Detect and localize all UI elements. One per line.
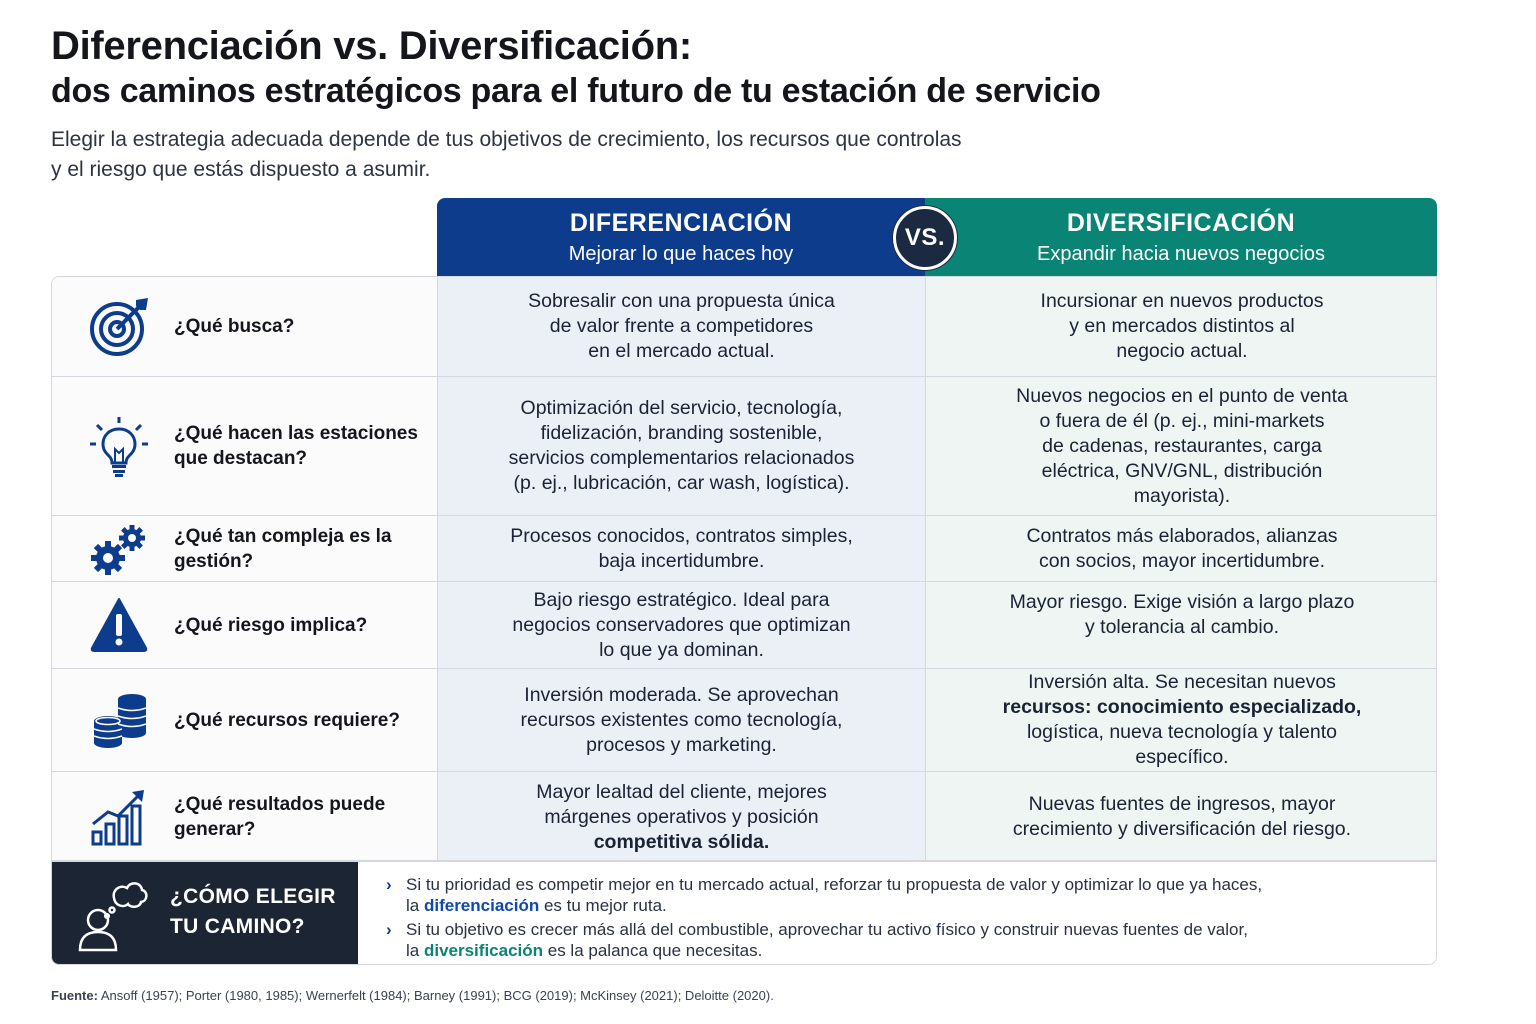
column-subtitle: Expandir hacia nuevos negocios (1037, 243, 1325, 265)
cell-line: Bajo riesgo estratégico. Ideal para (533, 588, 830, 611)
column-title: DIFERENCIACIÓN (569, 209, 793, 237)
source-note (51, 988, 774, 1003)
cell-line: de cadenas, restaurantes, carga (1042, 434, 1322, 457)
question-label: ¿Qué riesgo implica? (174, 614, 368, 636)
question-cell (52, 582, 438, 668)
cell-line: baja incertidumbre. (598, 549, 765, 572)
question-label: ¿Qué tan compleja es la gestión? (174, 525, 392, 572)
title-line: ¿CÓMO ELEGIR (170, 885, 336, 908)
cell-line: eléctrica, GNV/GNL, distribución (1041, 459, 1323, 482)
tip-lead: la (406, 896, 424, 915)
cell-line: recursos: conocimiento especializado, (1002, 696, 1362, 718)
table-row (52, 582, 1437, 669)
question-cell (52, 669, 438, 771)
diversificacion-cell (926, 669, 1437, 771)
cell-line: y en mercados distintos al (1069, 315, 1295, 337)
source-text: Ansoff (1957); Porter (1980, 1985); Wernerfelt (1984); Barney (1991); BCG (2019); McKinsey (2021); Deloitte (2020). (97, 988, 774, 1003)
tip-line: Si tu prioridad es competir mejor en tu mercado actual, reforzar tu propuesta de valor y optimizar lo que ya haces, (406, 875, 1263, 894)
how-to-choose-box (51, 861, 1437, 965)
diversificacion-cell (926, 772, 1437, 861)
column-header-diferenciacion (437, 198, 925, 276)
keyword-diferenciacion: diferenciación (423, 896, 540, 915)
gears-icon (88, 518, 150, 580)
cell-line: Inversión moderada. Se aprovechan (524, 683, 839, 706)
question-label: ¿Qué busca? (174, 316, 295, 337)
page-subtitle: dos caminos estratégicos para el futuro de tu estación de servicio (51, 72, 1101, 110)
how-to-choose-header (52, 862, 358, 965)
lightbulb-icon (88, 415, 150, 477)
table-row (52, 772, 1437, 861)
cell-line: recursos existentes como tecnología, (520, 708, 843, 731)
cell-line: fidelización, branding sostenible, (540, 422, 823, 444)
warning-icon (88, 594, 150, 656)
diferenciacion-cell (438, 377, 926, 515)
thinking-person-icon (78, 876, 148, 952)
column-title: DIVERSIFICACIÓN (1066, 209, 1296, 237)
table-row (52, 669, 1437, 772)
cell-line: Optimización del servicio, tecnología, (520, 397, 843, 419)
diversificacion-cell (926, 582, 1437, 668)
tip-line (406, 940, 1426, 961)
diversificacion-cell (926, 377, 1437, 515)
intro-text (51, 125, 1151, 185)
cell-line: con socios, mayor incertidumbre. (1038, 549, 1326, 572)
comparison-table (51, 276, 1437, 861)
cell-line: márgenes operativos y posición (544, 805, 819, 828)
column-header-diversificacion (925, 198, 1437, 276)
diferenciacion-cell (438, 516, 926, 581)
cell-line: de valor frente a competidores (549, 315, 814, 337)
column-subtitle: Mejorar lo que haces hoy (568, 243, 794, 265)
table-row (52, 377, 1437, 516)
cell-line: Nuevos negocios en el punto de venta (1016, 384, 1348, 407)
diversificacion-cell (926, 516, 1437, 581)
diferenciacion-cell (438, 277, 926, 376)
cell-line: Mayor lealtad del cliente, mejores (536, 780, 827, 803)
question-cell (52, 277, 438, 376)
cell-line: Mayor riesgo. Exige visión a largo plazo (1009, 591, 1355, 613)
intro-line: Elegir la estrategia adecuada depende de tus objetivos de crecimiento, los recursos que controlas (51, 128, 962, 151)
tip-lead: la (406, 941, 424, 960)
tip-diversificacion (386, 919, 1426, 961)
question-label: ¿Qué hacen las estaciones que destacan? (174, 423, 418, 469)
cell-line: en el mercado actual. (588, 340, 775, 362)
diferenciacion-cell (438, 772, 926, 861)
cell-line: logística, nueva tecnología y talento (1026, 721, 1338, 743)
keyword-diversificacion: diversificación (423, 941, 544, 960)
cell-line: Contratos más elaborados, alianzas (1026, 524, 1338, 547)
question-cell (52, 516, 438, 581)
diferenciacion-cell (438, 582, 926, 668)
question-cell (52, 377, 438, 515)
cell-line: y tolerancia al cambio. (1084, 616, 1279, 638)
cell-line: o fuera de él (p. ej., mini-markets (1039, 409, 1325, 432)
cell-line: lo que ya dominan. (599, 638, 764, 661)
cell-line: Nuevas fuentes de ingresos, mayor (1028, 793, 1336, 815)
cell-line: Sobresalir con una propuesta única (528, 290, 835, 312)
question-label: ¿Qué recursos requiere? (174, 709, 400, 731)
how-to-choose-title (170, 882, 336, 942)
tip-line: Si tu objetivo es crecer más allá del combustible, aprovechar tu activo físico y construir nuevas fuentes de valor, (406, 920, 1248, 939)
cell-line: Inversión alta. Se necesitan nuevos (1028, 671, 1336, 693)
chevron-right-icon: › (386, 875, 392, 894)
cell-line: Incursionar en nuevos productos (1040, 290, 1324, 312)
growth-chart-icon (88, 786, 150, 848)
tip-post: es tu mejor ruta. (539, 896, 667, 915)
cell-line: procesos y marketing. (586, 733, 777, 756)
cell-line: competitiva sólida. (593, 830, 770, 853)
coins-icon (88, 689, 150, 751)
cell-line: crecimiento y diversificación del riesgo. (1012, 818, 1352, 840)
vs-badge: VS. (893, 206, 957, 270)
cell-line: (p. ej., lubricación, car wash, logística). (513, 472, 850, 494)
question-label: ¿Qué resultados puede generar? (174, 794, 386, 840)
tip-line (406, 895, 1426, 916)
tip-post: es la palanca que necesitas. (543, 941, 763, 960)
table-row (52, 277, 1437, 377)
cell-line: Procesos conocidos, contratos simples, (510, 524, 853, 547)
cell-line: negocios conservadores que optimizan (512, 613, 851, 636)
chevron-right-icon: › (386, 920, 392, 939)
diversificacion-cell (926, 277, 1437, 376)
cell-line: negocio actual. (1116, 340, 1248, 362)
cell-line: servicios complementarios relacionados (508, 447, 855, 469)
cell-line: específico. (1135, 746, 1229, 768)
title-line: TU CAMINO? (170, 915, 305, 938)
page-title: Diferenciación vs. Diversificación: (51, 24, 692, 68)
cell-line: mayorista). (1133, 484, 1231, 507)
tip-diferenciacion (386, 874, 1426, 916)
source-label: Fuente: (51, 988, 98, 1003)
table-row (52, 516, 1437, 582)
intro-line: y el riesgo que estás dispuesto a asumir. (51, 158, 431, 181)
diferenciacion-cell (438, 669, 926, 771)
target-icon (88, 296, 150, 358)
question-cell (52, 772, 438, 861)
